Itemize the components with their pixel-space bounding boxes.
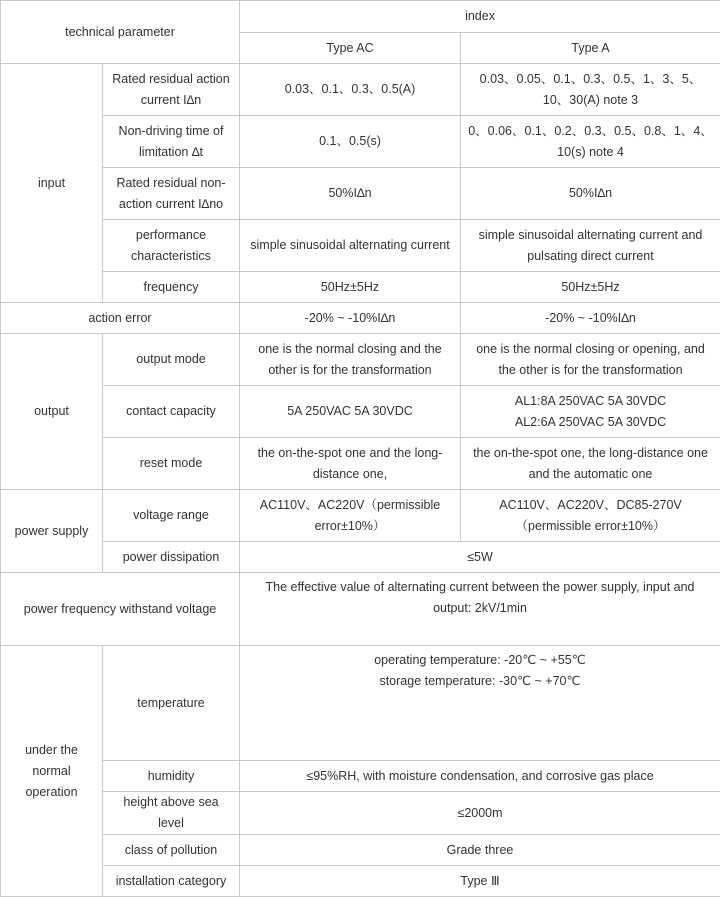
param-temperature: temperature — [103, 646, 240, 761]
param-withstand-voltage: power frequency withstand voltage — [1, 573, 240, 646]
param-rated-residual-non-action: Rated residual non- action current I∆no — [103, 168, 240, 220]
value-ac: 0.1、0.5(s) — [240, 116, 461, 168]
value-ac: AC110V、AC220V（permissible error±10%） — [240, 490, 461, 542]
value-a: 50Hz±5Hz — [461, 272, 720, 303]
value-a: 0.03、0.05、0.1、0.3、0.5、1、3、5、 10、30(A) note 3 — [461, 64, 720, 116]
table-row — [1, 116, 720, 168]
value-merged: ≤5W — [240, 542, 720, 573]
value-ac: -20% ~ -10%I∆n — [240, 303, 461, 334]
table-row — [1, 646, 720, 761]
value-ac: 50Hz±5Hz — [240, 272, 461, 303]
table-row — [1, 761, 720, 792]
table-row — [1, 835, 720, 866]
table-row — [1, 490, 720, 542]
param-installation: installation category — [103, 866, 240, 897]
group-label-input: input — [1, 64, 103, 303]
value-ac: simple sinusoidal alternating current — [240, 220, 461, 272]
table-row — [1, 168, 720, 220]
value-a: the on-the-spot one, the long-distance one and the automatic one — [461, 438, 720, 490]
table-row — [1, 64, 720, 116]
table-row — [1, 386, 720, 438]
value-merged: Type Ⅲ — [240, 866, 720, 897]
value-merged: Grade three — [240, 835, 720, 866]
value-ac: one is the normal closing and the other is for the transformation — [240, 334, 461, 386]
value-ac: 5A 250VAC 5A 30VDC — [240, 386, 461, 438]
value-a: -20% ~ -10%I∆n — [461, 303, 720, 334]
value-a: AC110V、AC220V、DC85-270V （permissible error±10%） — [461, 490, 720, 542]
table-row — [1, 542, 720, 573]
value-ac: the on-the-spot one and the long- distance one, — [240, 438, 461, 490]
header-technical-parameter: technical parameter — [1, 1, 240, 64]
param-humidity: humidity — [103, 761, 240, 792]
table-row — [1, 303, 720, 334]
value-merged: ≤2000m — [240, 792, 720, 835]
table-row — [1, 573, 720, 646]
param-power-dissipation: power dissipation — [103, 542, 240, 573]
param-voltage-range: voltage range — [103, 490, 240, 542]
value-ac: 50%I∆n — [240, 168, 461, 220]
param-altitude: height above sea level — [103, 792, 240, 835]
table-row — [1, 792, 720, 835]
header-type-ac: Type AC — [240, 33, 461, 64]
table-row — [1, 272, 720, 303]
value-merged: ≤95%RH, with moisture condensation, and corrosive gas place — [240, 761, 720, 792]
group-label-output: output — [1, 334, 103, 490]
value-a: one is the normal closing or opening, and the other is for the transformation — [461, 334, 720, 386]
param-reset-mode: reset mode — [103, 438, 240, 490]
value-a: 50%I∆n — [461, 168, 720, 220]
table-row — [1, 334, 720, 386]
value-merged: operating temperature: -20℃ ~ +55℃ storage temperature: -30℃ ~ +70℃ — [240, 646, 720, 761]
param-non-driving-time: Non-driving time of limitation ∆t — [103, 116, 240, 168]
value-ac: 0.03、0.1、0.3、0.5(A) — [240, 64, 461, 116]
param-output-mode: output mode — [103, 334, 240, 386]
param-contact-capacity: contact capacity — [103, 386, 240, 438]
table-row — [1, 220, 720, 272]
param-rated-residual-action: Rated residual action current I∆n — [103, 64, 240, 116]
group-label-power-supply: power supply — [1, 490, 103, 573]
param-performance: performance characteristics — [103, 220, 240, 272]
header-index: index — [240, 1, 720, 33]
header-row-index — [1, 1, 720, 33]
value-a: simple sinusoidal alternating current and pulsating direct current — [461, 220, 720, 272]
value-merged: The effective value of alternating current between the power supply, input and output: 2kV/1min — [240, 573, 720, 646]
value-a: 0、0.06、0.1、0.2、0.3、0.5、0.8、1、4、 10(s) note 4 — [461, 116, 720, 168]
param-pollution: class of pollution — [103, 835, 240, 866]
value-a: AL1:8A 250VAC 5A 30VDC AL2:6A 250VAC 5A 30VDC — [461, 386, 720, 438]
group-label-normal-operation: under the normal operation — [1, 646, 103, 897]
table-row — [1, 866, 720, 897]
table-row — [1, 438, 720, 490]
header-type-a: Type A — [461, 33, 720, 64]
param-action-error: action error — [1, 303, 240, 334]
param-frequency: frequency — [103, 272, 240, 303]
